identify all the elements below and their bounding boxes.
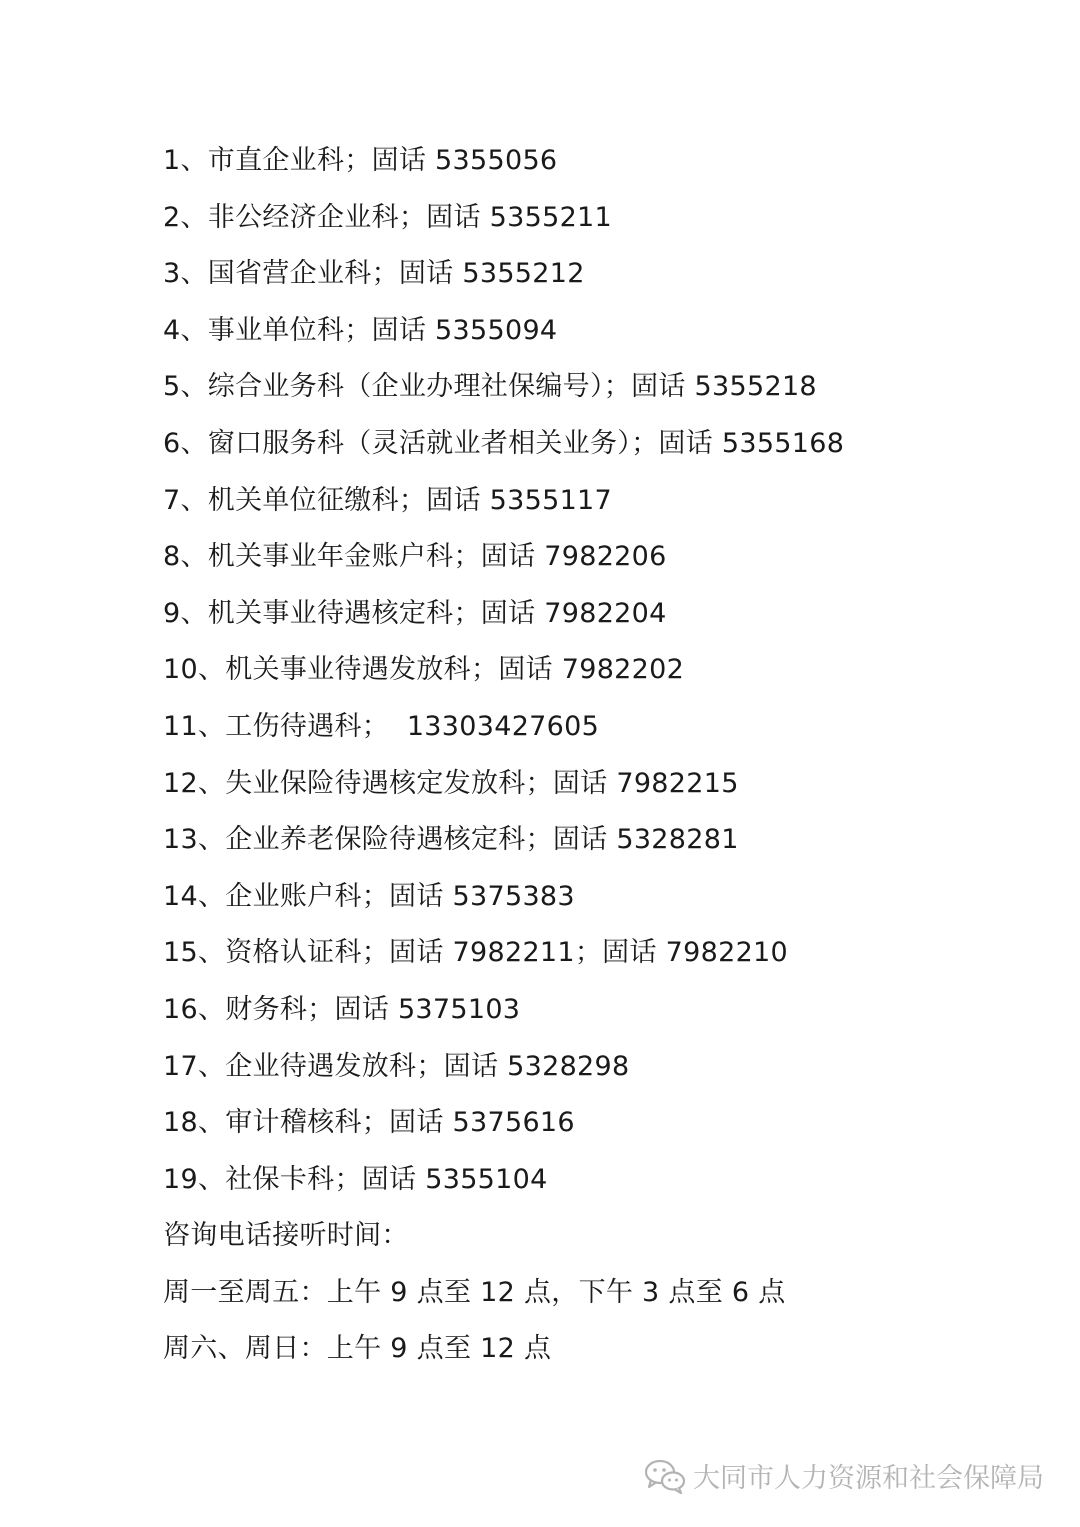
list-item: 11、工伤待遇科； 13303427605 (163, 710, 600, 742)
list-item: 2、非公经济企业科；固话 5355211 (163, 201, 613, 233)
list-item: 18、审计稽核科；固话 5375616 (163, 1107, 575, 1139)
contact-list (163, 133, 1043, 1378)
hours-weekday: 周一至周五：上午 9 点至 12 点，下午 3 点至 6 点 (163, 1276, 786, 1308)
hours-title: 咨询电话接听时间： (163, 1220, 409, 1252)
hours-weekend: 周六、周日：上午 9 点至 12 点 (163, 1333, 552, 1365)
list-item: 10、机关事业待遇发放科；固话 7982202 (163, 654, 685, 686)
list-item: 6、窗口服务科（灵活就业者相关业务）；固话 5355168 (163, 427, 845, 459)
list-item: 15、资格认证科；固话 7982211；固话 7982210 (163, 937, 789, 969)
list-item: 1、市直企业科；固话 5355056 (163, 145, 558, 176)
list-item: 13、企业养老保险待遇核定科；固话 5328281 (163, 824, 739, 856)
watermark-text: 大同市人力资源和社会保障局 (693, 1463, 1044, 1494)
list-item: 19、社保卡科；固话 5355104 (163, 1163, 548, 1195)
list-item: 8、机关事业年金账户科；固话 7982206 (163, 541, 667, 573)
list-item: 12、失业保险待遇核定发放科；固话 7982215 (163, 767, 739, 799)
list-item: 17、企业待遇发放科；固话 5328298 (163, 1050, 630, 1082)
list-item: 3、国省营企业科；固话 5355212 (163, 258, 585, 290)
watermark (643, 1456, 1044, 1495)
list-item: 7、机关单位征缴科；固话 5355117 (163, 484, 613, 516)
wechat-icon (643, 1458, 687, 1494)
list-item: 4、事业单位科；固话 5355094 (163, 314, 558, 346)
list-item: 14、企业账户科；固话 5375383 (163, 880, 575, 912)
list-item: 5、综合业务科（企业办理社保编号）；固话 5355218 (163, 371, 817, 403)
list-item: 9、机关事业待遇核定科；固话 7982204 (163, 597, 667, 629)
list-item: 16、财务科；固话 5375103 (163, 993, 521, 1025)
